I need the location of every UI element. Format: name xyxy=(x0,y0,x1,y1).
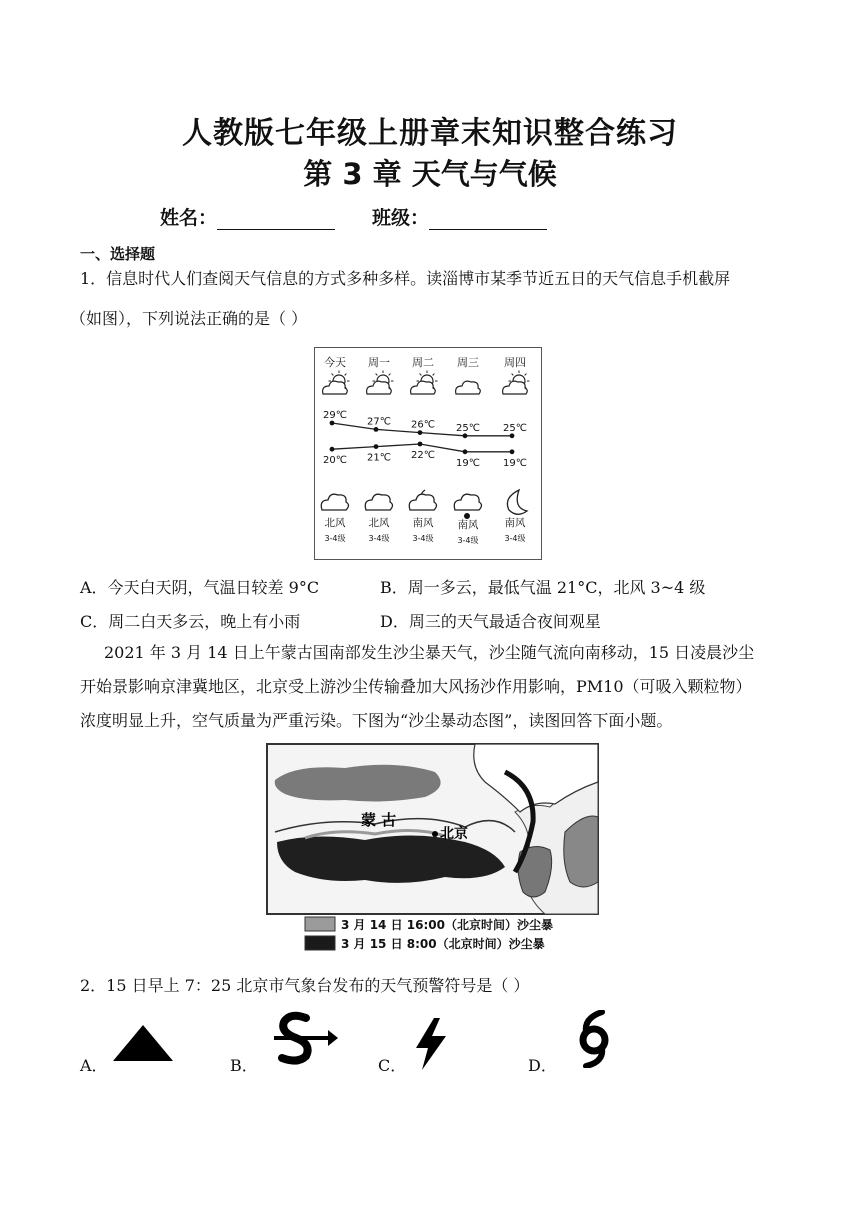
low-temp-label: 21℃ xyxy=(367,452,391,464)
q2-option-d-label: D． xyxy=(528,1056,557,1075)
q1-option-c: C．周二白天多云，晚上有小雨 xyxy=(80,612,301,631)
weather-forecast-chart xyxy=(315,348,541,559)
class-blank xyxy=(429,209,547,230)
q1-option-a: A．今天白天阴，气温日较差 9°C xyxy=(80,578,320,597)
low-temp-point xyxy=(330,447,335,452)
triangle-icon xyxy=(110,1022,176,1064)
high-temp-point xyxy=(374,427,379,432)
day-label: 周二 xyxy=(412,356,434,369)
legend-swatch-mar14 xyxy=(305,917,335,931)
low-temp-point xyxy=(418,442,423,447)
wind-direction: 南风 xyxy=(412,517,434,529)
sandstorm-map xyxy=(265,742,601,957)
wind-level: 3-4级 xyxy=(457,536,479,545)
q1-option-d: D．周三的天气最适合夜间观星 xyxy=(380,612,601,631)
q1-stem-line2: （如图），下列说法正确的是（ ） xyxy=(70,309,308,328)
day-label: 周四 xyxy=(504,356,526,369)
low-temp-point xyxy=(510,449,515,454)
wind-direction: 南风 xyxy=(457,519,479,531)
moon-icon xyxy=(507,490,527,514)
wind-direction: 南风 xyxy=(504,517,526,529)
day-label: 今天 xyxy=(324,356,346,369)
name-field xyxy=(160,203,335,230)
high-temp-label: 29℃ xyxy=(323,410,347,421)
passage-line1: 2021 年 3 月 14 日上午蒙古国南部发生沙尘暴天气，沙尘随气流向南移动，15 日凌晨沙尘 xyxy=(104,643,755,662)
partly-cloudy-icon xyxy=(323,371,350,395)
q2-option-c-label: C． xyxy=(378,1056,407,1075)
wind-direction: 北风 xyxy=(324,517,346,529)
partly-cloudy-icon xyxy=(411,371,438,395)
q1-stem-line1: 1．信息时代人们查阅天气信息的方式多种多样。读淄博市某季节近五日的天气信息手机截屏 xyxy=(80,269,731,288)
typhoon-icon xyxy=(572,1010,618,1068)
night-cloud-icon xyxy=(321,494,348,510)
sandstorm-warning-icon xyxy=(266,1008,338,1068)
passage-line3: 浓度明显上升，空气质量为严重污染。下图为“沙尘暴动态图”，读图回答下面小题。 xyxy=(80,711,673,730)
low-temp-point xyxy=(374,444,379,449)
high-temp-label: 26℃ xyxy=(411,419,435,431)
day-label: 周一 xyxy=(368,356,390,369)
q2-stem: 2．15 日早上 7：25 北京市气象台发布的天气预警符号是（ ） xyxy=(80,976,530,995)
q1-option-b: B．周一多云，最低气温 21°C，北风 3~4 级 xyxy=(380,578,706,597)
legend-label-mar15: 3 月 15 日 8:00（北京时间）沙尘暴 xyxy=(341,937,545,951)
page-title: 人教版七年级上册章末知识整合练习 xyxy=(182,116,678,151)
cloud-icon xyxy=(456,381,481,394)
low-temp-label: 22℃ xyxy=(411,450,435,461)
low-temp-label: 19℃ xyxy=(503,457,527,469)
legend-swatch-mar15 xyxy=(305,936,335,950)
wind-level: 3-4级 xyxy=(412,534,434,543)
passage-line2: 开始景影响京津冀地区，北京受上游沙尘传输叠加大风扬沙作用影响，PM10（可吸入颗粒物） xyxy=(80,677,752,696)
section-heading: 一、选择题 xyxy=(80,245,156,263)
q2-option-b-label: B． xyxy=(230,1056,258,1075)
legend-label-mar14: 3 月 14 日 16:00（北京时间）沙尘暴 xyxy=(341,918,553,932)
sandstorm-map-figure xyxy=(265,742,601,957)
q2-option-a-label: A． xyxy=(80,1056,108,1075)
map-label-beijing: 北京 xyxy=(440,826,468,842)
high-temp-point xyxy=(330,421,335,426)
class-field xyxy=(372,203,547,230)
wind-level: 3-4级 xyxy=(324,534,346,543)
high-temp-label: 25℃ xyxy=(503,422,527,434)
wind-level: 3-4级 xyxy=(504,534,526,543)
high-temp-point xyxy=(418,430,423,435)
night-cloud-icon xyxy=(365,494,392,510)
rain-cloud-icon xyxy=(454,494,481,519)
low-temp-label: 19℃ xyxy=(456,457,480,469)
name-blank xyxy=(217,209,335,230)
high-temp-label: 27℃ xyxy=(367,416,391,428)
map-label-mongolia: 蒙 古 xyxy=(361,811,397,829)
partly-cloudy-icon xyxy=(503,371,530,395)
weather-forecast-figure xyxy=(314,347,542,560)
night-cloud-icon xyxy=(409,490,436,510)
high-temp-point xyxy=(463,433,468,438)
low-temp-point xyxy=(463,449,468,454)
name-label: 姓名： xyxy=(160,207,218,229)
day-label: 周三 xyxy=(457,356,479,369)
high-temp-label: 25℃ xyxy=(456,422,480,434)
chapter-title: 第 3 章 天气与气候 xyxy=(303,157,557,191)
partly-cloudy-icon xyxy=(367,371,394,395)
wind-level: 3-4级 xyxy=(368,534,390,543)
wind-direction: 北风 xyxy=(368,517,390,529)
lightning-icon xyxy=(410,1016,450,1072)
low-temp-label: 20℃ xyxy=(323,455,347,467)
high-temp-point xyxy=(510,433,515,438)
class-label: 班级： xyxy=(372,207,430,229)
